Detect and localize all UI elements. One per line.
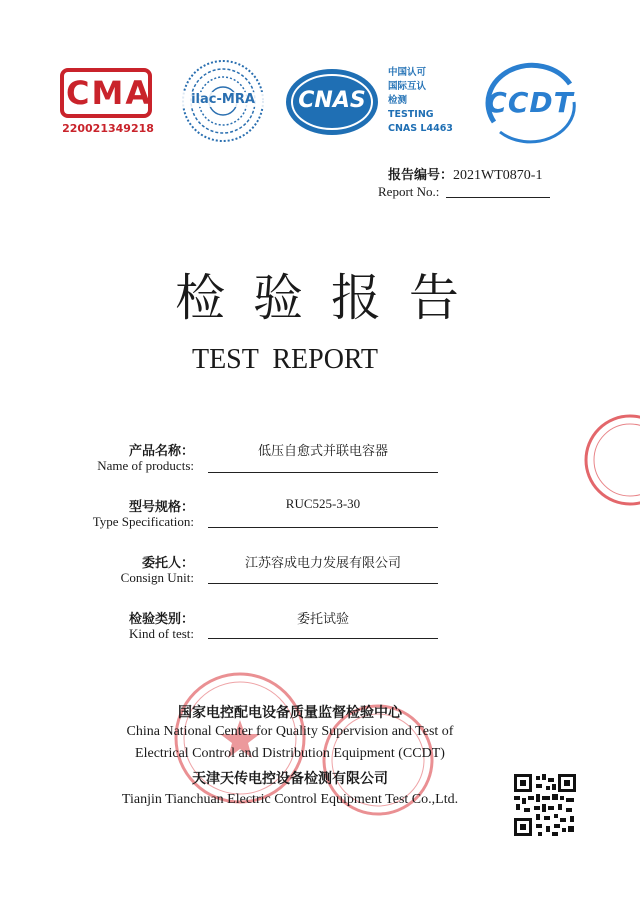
cnas-text: CNAS bbox=[298, 88, 366, 113]
field-underline bbox=[208, 583, 438, 584]
field-label-en: Name of products: bbox=[97, 458, 194, 473]
report-no-label-en: Report No.: bbox=[378, 184, 440, 199]
field-label-cn: 委托人： bbox=[141, 556, 194, 571]
cnas-logo bbox=[282, 64, 382, 140]
ilac-text: ilac-MRA bbox=[180, 92, 266, 107]
field-label-en: Consign Unit: bbox=[120, 570, 194, 585]
field-label-en: Kind of test: bbox=[129, 626, 194, 641]
title-en: TEST REPORT bbox=[191, 344, 379, 375]
report-no-value: 2021WT0870-1 bbox=[453, 168, 543, 183]
field-label-cn: 产品名称： bbox=[128, 444, 194, 459]
report-no-label-cn: 报告编号： bbox=[388, 168, 454, 183]
ccdt-logo bbox=[474, 62, 584, 144]
edge-stamp bbox=[570, 410, 640, 510]
type-spec-value: RUC525-3-30 bbox=[285, 496, 361, 511]
footer-org-cn: 国家电控配电设备质量监督检验中心 bbox=[178, 705, 402, 721]
product-name-value: 低压自愈式并联电容器 bbox=[257, 444, 388, 459]
field-label-cn: 检验类别： bbox=[128, 612, 194, 627]
edge-seal-icon bbox=[570, 410, 640, 510]
qr-code-icon bbox=[512, 772, 578, 838]
field-underline bbox=[208, 527, 438, 528]
cnas-side-line: 中国认可 bbox=[388, 67, 427, 78]
cnas-side-line: 检测 bbox=[388, 95, 408, 106]
field-label-en: Type Specification: bbox=[92, 514, 194, 529]
qr-code bbox=[512, 772, 578, 838]
cnas-side-line: CNAS L4463 bbox=[388, 123, 453, 134]
cma-logo bbox=[58, 62, 158, 142]
cma-number: 220021349218 bbox=[62, 122, 154, 135]
report-no-underline bbox=[446, 197, 550, 198]
ilac-mra-logo bbox=[180, 58, 266, 144]
footer-org-en-1: China National Center for Quality Supervision and Test of bbox=[126, 724, 454, 739]
title-cn: 检 验 报 告 bbox=[175, 269, 465, 327]
ccdt-text: CCDT bbox=[486, 86, 574, 119]
kind-of-test-value: 委托试验 bbox=[296, 612, 349, 627]
field-label-cn: 型号规格： bbox=[128, 500, 194, 515]
consign-unit-value: 江苏容成电力发展有限公司 bbox=[244, 556, 401, 571]
footer-company-cn: 天津天传电控设备检测有限公司 bbox=[192, 771, 388, 787]
cnas-side-text bbox=[388, 66, 478, 136]
report-no-cn bbox=[388, 164, 542, 184]
footer-org-en-2: Electrical Control and Distribution Equipment (CCDT) bbox=[135, 746, 445, 761]
cma-letters: CMA bbox=[66, 74, 153, 112]
cnas-side-line: 国际互认 bbox=[388, 81, 427, 92]
field-underline bbox=[208, 638, 438, 639]
cnas-side-line: TESTING bbox=[388, 109, 434, 120]
field-underline bbox=[208, 472, 438, 473]
footer-company-en: Tianjin Tianchuan Electric Control Equipment Test Co.,Ltd. bbox=[121, 792, 459, 807]
